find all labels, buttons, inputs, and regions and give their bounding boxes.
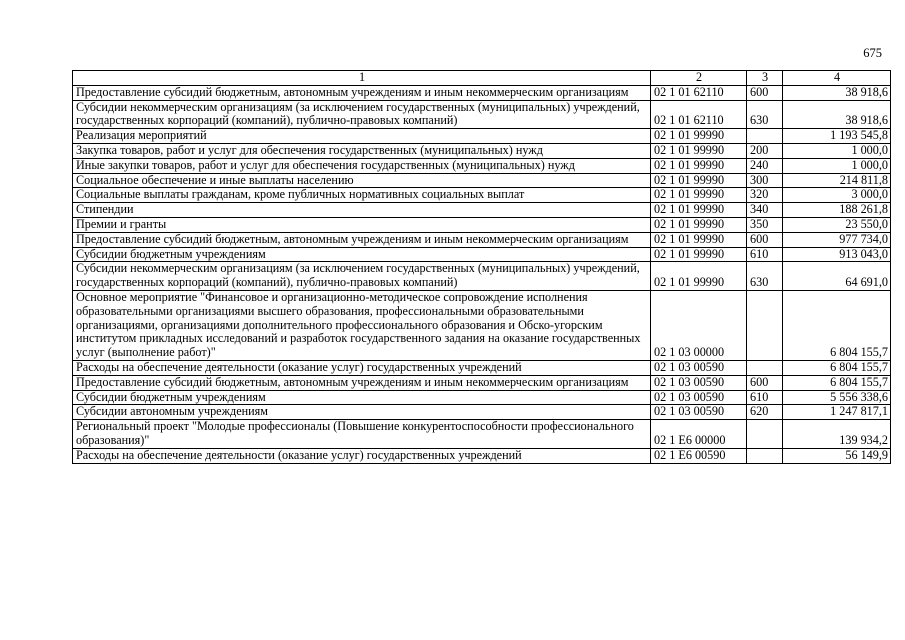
row-sum-cell: 1 000,0 xyxy=(783,158,891,173)
row-sum-cell: 3 000,0 xyxy=(783,188,891,203)
row-sum-cell: 6 804 155,7 xyxy=(783,360,891,375)
row-expense-type-cell: 300 xyxy=(747,173,783,188)
row-name-cell: Закупка товаров, работ и услуг для обеспечения государственных (муниципальных) нужд xyxy=(73,143,651,158)
table-row xyxy=(73,129,891,144)
row-name-cell: Премии и гранты xyxy=(73,217,651,232)
row-code-cell: 02 1 03 00590 xyxy=(651,375,747,390)
row-sum-cell: 5 556 338,6 xyxy=(783,390,891,405)
row-expense-type-cell: 340 xyxy=(747,203,783,218)
row-expense-type-cell: 240 xyxy=(747,158,783,173)
row-expense-type-cell xyxy=(747,360,783,375)
row-code-cell: 02 1 01 99990 xyxy=(651,232,747,247)
table-row xyxy=(73,262,891,291)
row-code-cell: 02 1 01 62110 xyxy=(651,85,747,100)
row-sum-cell: 1 193 545,8 xyxy=(783,129,891,144)
table-row xyxy=(73,405,891,420)
row-code-cell: 02 1 01 99990 xyxy=(651,247,747,262)
budget-table xyxy=(72,70,891,464)
table-row xyxy=(73,203,891,218)
row-code-cell: 02 1 01 99990 xyxy=(651,188,747,203)
row-code-cell: 02 1 01 99990 xyxy=(651,129,747,144)
row-name-cell: Предоставление субсидий бюджетным, автономным учреждениям и иным некоммерческим организациям xyxy=(73,375,651,390)
row-name-cell: Основное мероприятие "Финансовое и организационно-методическое сопровождение исполнения образовательными организациями высшего образования, профессиональными образовательными организациями, организациями дополнительного профессионального образования и Обско-угорским институтом прикладных исследований и разработок государственного задания на оказание государственных услуг (выполнение работ)" xyxy=(73,290,651,360)
row-sum-cell: 188 261,8 xyxy=(783,203,891,218)
page-number: 675 xyxy=(863,46,882,60)
table-row xyxy=(73,375,891,390)
row-sum-cell: 38 918,6 xyxy=(783,85,891,100)
row-code-cell: 02 1 03 00590 xyxy=(651,390,747,405)
table-row xyxy=(73,217,891,232)
row-name-cell: Субсидии автономным учреждениям xyxy=(73,405,651,420)
row-code-cell: 02 1 01 99990 xyxy=(651,217,747,232)
table-row xyxy=(73,85,891,100)
row-expense-type-cell xyxy=(747,420,783,449)
row-code-cell: 02 1 01 99990 xyxy=(651,173,747,188)
row-expense-type-cell xyxy=(747,129,783,144)
row-code-cell: 02 1 03 00590 xyxy=(651,405,747,420)
row-name-cell: Стипендии xyxy=(73,203,651,218)
row-name-cell: Субсидии некоммерческим организациям (за исключением государственных (муниципальных) учреждений, государственных корпораций (компаний), публично-правовых компаний) xyxy=(73,100,651,129)
row-sum-cell: 6 804 155,7 xyxy=(783,290,891,360)
row-expense-type-cell: 610 xyxy=(747,247,783,262)
row-sum-cell: 6 804 155,7 xyxy=(783,375,891,390)
row-expense-type-cell: 200 xyxy=(747,143,783,158)
row-name-cell: Предоставление субсидий бюджетным, автономным учреждениям и иным некоммерческим организациям xyxy=(73,232,651,247)
table-row xyxy=(73,390,891,405)
budget-table-body xyxy=(73,71,891,464)
row-name-cell: Расходы на обеспечение деятельности (оказание услуг) государственных учреждений xyxy=(73,360,651,375)
row-code-cell: 02 1 Е6 00000 xyxy=(651,420,747,449)
row-expense-type-cell: 620 xyxy=(747,405,783,420)
header-col-2: 2 xyxy=(651,71,747,86)
header-col-3: 3 xyxy=(747,71,783,86)
row-sum-cell: 1 247 817,1 xyxy=(783,405,891,420)
row-expense-type-cell: 600 xyxy=(747,375,783,390)
row-name-cell: Социальные выплаты гражданам, кроме публичных нормативных социальных выплат xyxy=(73,188,651,203)
row-expense-type-cell: 600 xyxy=(747,85,783,100)
table-row xyxy=(73,448,891,463)
row-code-cell: 02 1 03 00000 xyxy=(651,290,747,360)
row-name-cell: Субсидии некоммерческим организациям (за исключением государственных (муниципальных) учреждений, государственных корпораций (компаний), публично-правовых компаний) xyxy=(73,262,651,291)
row-name-cell: Социальное обеспечение и иные выплаты населению xyxy=(73,173,651,188)
table-row xyxy=(73,188,891,203)
row-sum-cell: 23 550,0 xyxy=(783,217,891,232)
table-row xyxy=(73,173,891,188)
row-expense-type-cell: 350 xyxy=(747,217,783,232)
row-code-cell: 02 1 Е6 00590 xyxy=(651,448,747,463)
header-col-4: 4 xyxy=(783,71,891,86)
row-expense-type-cell xyxy=(747,448,783,463)
row-sum-cell: 977 734,0 xyxy=(783,232,891,247)
table-row xyxy=(73,247,891,262)
row-sum-cell: 913 043,0 xyxy=(783,247,891,262)
row-sum-cell: 139 934,2 xyxy=(783,420,891,449)
row-code-cell: 02 1 01 99990 xyxy=(651,158,747,173)
row-name-cell: Субсидии бюджетным учреждениям xyxy=(73,247,651,262)
table-row xyxy=(73,100,891,129)
row-code-cell: 02 1 01 99990 xyxy=(651,143,747,158)
header-col-1: 1 xyxy=(73,71,651,86)
row-code-cell: 02 1 01 99990 xyxy=(651,262,747,291)
row-name-cell: Региональный проект "Молодые профессионалы (Повышение конкурентоспособности профессионального образования)" xyxy=(73,420,651,449)
row-name-cell: Предоставление субсидий бюджетным, автономным учреждениям и иным некоммерческим организациям xyxy=(73,85,651,100)
row-name-cell: Иные закупки товаров, работ и услуг для обеспечения государственных (муниципальных) нужд xyxy=(73,158,651,173)
row-code-cell: 02 1 03 00590 xyxy=(651,360,747,375)
row-code-cell: 02 1 01 99990 xyxy=(651,203,747,218)
row-expense-type-cell xyxy=(747,290,783,360)
row-name-cell: Субсидии бюджетным учреждениям xyxy=(73,390,651,405)
row-expense-type-cell: 320 xyxy=(747,188,783,203)
row-name-cell: Расходы на обеспечение деятельности (оказание услуг) государственных учреждений xyxy=(73,448,651,463)
row-name-cell: Реализация мероприятий xyxy=(73,129,651,144)
row-sum-cell: 64 691,0 xyxy=(783,262,891,291)
row-expense-type-cell: 610 xyxy=(747,390,783,405)
row-expense-type-cell: 630 xyxy=(747,100,783,129)
row-sum-cell: 1 000,0 xyxy=(783,143,891,158)
table-row xyxy=(73,143,891,158)
row-expense-type-cell: 600 xyxy=(747,232,783,247)
table-row xyxy=(73,290,891,360)
row-sum-cell: 56 149,9 xyxy=(783,448,891,463)
row-sum-cell: 38 918,6 xyxy=(783,100,891,129)
table-row xyxy=(73,158,891,173)
row-sum-cell: 214 811,8 xyxy=(783,173,891,188)
table-row xyxy=(73,360,891,375)
row-expense-type-cell: 630 xyxy=(747,262,783,291)
table-row xyxy=(73,232,891,247)
table-header-row xyxy=(73,71,891,86)
row-code-cell: 02 1 01 62110 xyxy=(651,100,747,129)
table-row xyxy=(73,420,891,449)
